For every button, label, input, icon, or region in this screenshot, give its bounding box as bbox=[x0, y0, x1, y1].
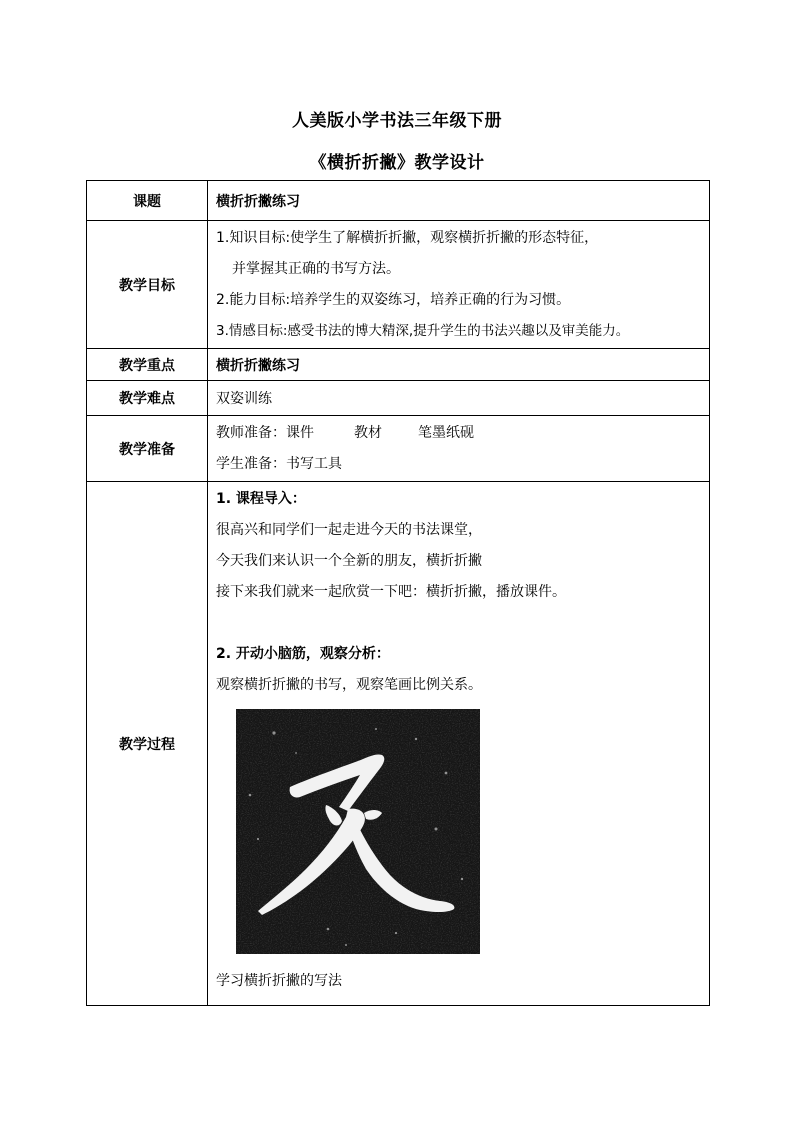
row-course bbox=[87, 181, 710, 221]
row-objectives bbox=[87, 221, 710, 349]
process-content bbox=[208, 482, 710, 1006]
document-subtitle: 《横折折撇》教学设计 bbox=[309, 153, 485, 173]
teacher-prep-prefix: 教师准备：课件 bbox=[216, 424, 314, 441]
section2-line: 观察横折折撇的书写，观察笔画比例关系。 bbox=[216, 677, 482, 693]
section1-title: 1. 课程导入： bbox=[216, 491, 306, 507]
difficulty-value: 双姿训练 bbox=[208, 381, 710, 416]
image-caption: 学习横折折撇的写法 bbox=[216, 973, 342, 989]
row-process bbox=[87, 482, 710, 1006]
objective-1: 1.知识目标:使学生了解横折折撇，观察横折折撇的形态特征， bbox=[216, 229, 599, 246]
teacher-preparation bbox=[216, 418, 705, 449]
row-key-point bbox=[87, 349, 710, 381]
section1-line-3: 接下来我们就来一起欣赏一下吧：横折折撇，播放课件。 bbox=[216, 584, 566, 600]
objectives-content bbox=[208, 221, 710, 349]
calligraphy-rubbing-image bbox=[236, 709, 480, 954]
preparation-content bbox=[208, 416, 710, 482]
objective-2: 2.能力目标:培养学生的双姿练习，培养正确的行为习惯。 bbox=[216, 291, 571, 308]
section2-title bbox=[216, 639, 705, 670]
section1-line-2: 今天我们来认识一个全新的朋友，横折折撇 bbox=[216, 553, 482, 569]
document-title: 人美版小学书法三年级下册 bbox=[292, 111, 502, 131]
row-preparation bbox=[87, 416, 710, 482]
key-point-label: 教学重点 bbox=[87, 349, 208, 381]
process-label: 教学过程 bbox=[87, 482, 208, 1006]
teacher-prep-item-3: 笔墨纸砚 bbox=[418, 424, 474, 441]
key-point-value: 横折折撇练习 bbox=[208, 349, 710, 381]
course-label: 课题 bbox=[87, 181, 208, 221]
student-preparation: 学生准备：书写工具 bbox=[216, 455, 342, 472]
teacher-prep-item-2: 教材 bbox=[354, 424, 382, 441]
spacer bbox=[216, 608, 705, 639]
section2-title-text: 2. 开动小脑筋，观察分析： bbox=[216, 646, 390, 662]
objective-3: 3.情感目标:感受书法的博大精深,提升学生的书法兴趣以及审美能力。 bbox=[216, 322, 630, 339]
preparation-label: 教学准备 bbox=[87, 416, 208, 482]
course-value: 横折折撇练习 bbox=[208, 181, 710, 221]
lesson-plan-table bbox=[86, 180, 710, 1006]
section1-line-1: 很高兴和同学们一起走进今天的书法课堂， bbox=[216, 522, 482, 538]
objectives-label: 教学目标 bbox=[87, 221, 208, 349]
difficulty-label: 教学难点 bbox=[87, 381, 208, 416]
row-difficulty bbox=[87, 381, 710, 416]
objective-1-cont: 并掌握其正确的书写方法。 bbox=[232, 260, 400, 277]
